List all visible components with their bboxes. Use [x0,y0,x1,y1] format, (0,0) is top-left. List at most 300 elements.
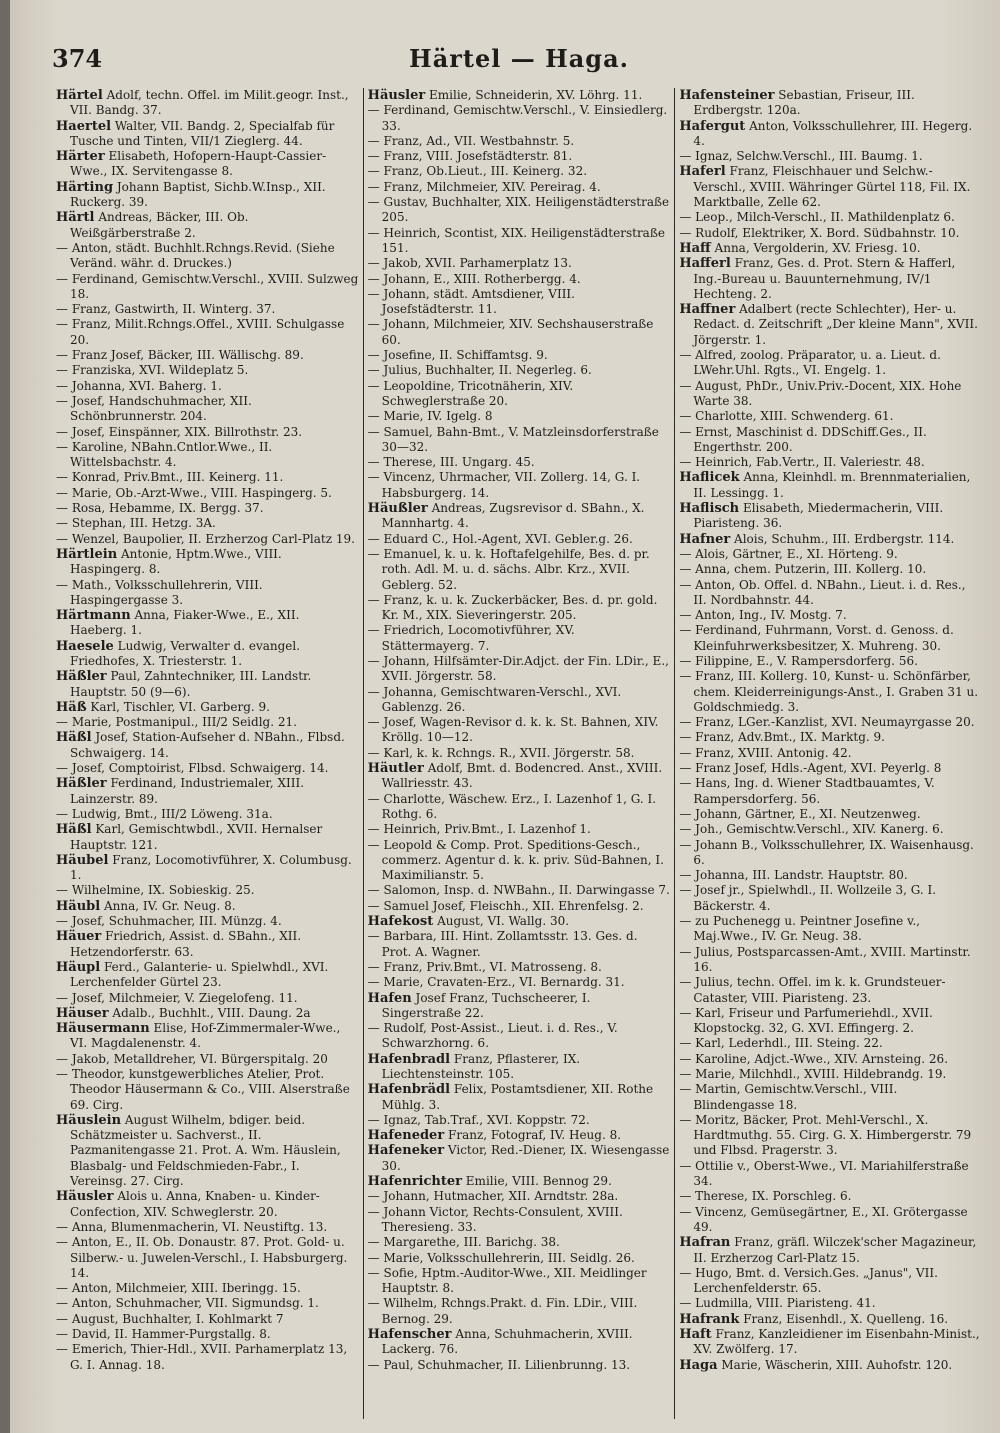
directory-entry [679,975,982,1006]
entry-details: Friedrich, Assist. d. SBahn., XII. Hetzendorferstr. 63. [70,929,305,959]
entry-surname: Hafrank [679,1311,740,1327]
entry-details: — Franziska, XVI. Wildeplatz 5. [56,363,249,378]
entry-details: August Wilhelm, bdiger. beid. Schätzmeister u. Sachverst., II. Pazmanitengasse 21. Prot. A. Wm. Häuslein, Blasbalg- und Feldschmieden-Fabr., I. Vereinsg. 27. Cirg. [70,1112,345,1189]
entry-details: Ferdinand, Industriemaler, XIII. Lainzerstr. 89. [70,776,308,806]
entry-details: — Hugo, Bmt. d. Versich.Ges. „Janus", VII. Lerchenfelderstr. 65. [679,1265,942,1296]
entry-details: Franz, Fotograf, IV. Heug. 8. [444,1128,622,1143]
directory-entry [368,838,671,884]
directory-entry [56,960,359,991]
entry-details: — Gustav, Buchhalter, XIX. Heiligenstädterstraße 205. [367,195,673,225]
entry-details: — Sofie, Hptm.-Auditor-Wwe., XII. Meidlinger Hauptstr. 8. [367,1265,651,1296]
directory-entry [368,623,671,654]
directory-entry [679,822,982,837]
entry-surname: Hafenbrädl [367,1082,451,1098]
entry-details: — Franz, Gastwirth, II. Winterg. 37. [56,302,276,317]
entry-details: — Therese, III. Ungarg. 45. [367,455,535,470]
directory-entry [679,868,982,883]
entry-details: Alois u. Anna, Knaben- u. Kinder-Confection, XIV. Schweglerstr. 20. [70,1189,320,1219]
directory-entry [56,119,359,150]
directory-entry [679,1159,982,1190]
directory-entry [56,470,359,485]
directory-entry [679,1205,982,1236]
directory-entry [56,486,359,501]
entry-details: Franz, Locomotivführer, X. Columbusg. 1. [70,852,356,883]
entry-details: — Josef, Handschuhmacher, XII. Schönbrunnerstr. 204. [56,393,256,424]
entry-surname: Härting [56,179,114,195]
directory-entry [368,88,671,103]
directory-entry [56,929,359,960]
directory-entry [679,562,982,577]
entry-details: Anna, Kleinhdl. m. Brennmaterialien, II. Lessingg. 1. [693,470,975,500]
entry-details: — Josef, Milchmeier, V. Ziegelofeng. 11. [56,990,298,1005]
column-1 [52,88,363,1419]
entry-surname: Häßler [56,669,107,685]
entry-details: Sebastian, Friseur, III. Erdbergstr. 120a. [693,88,919,118]
entry-details: — Stephan, III. Hetzg. 3A. [56,516,216,531]
entry-details: Antonie, Hptm.Wwe., VIII. Haspingerg. 8. [70,546,286,577]
directory-columns [52,88,986,1419]
entry-details: — Filippine, E., V. Rampersdorferg. 56. [679,653,918,668]
entry-details: — Vincenz, Gemüsegärtner, E., XI. Grötergasse 49. [679,1204,972,1234]
directory-entry [56,578,359,609]
entry-details: — Vincenz, Uhrmacher, VII. Zollerg. 14, G. I. Habsburgerg. 14. [367,470,644,500]
entry-details: — Johanna, Gemischtwaren-Verschl., XVI. Gablenzg. 26. [367,684,626,714]
entry-details: — Franz, Adv.Bmt., IX. Marktg. 9. [679,730,885,745]
entry-details: — Salomon, Insp. d. NWBahn., II. Darwingasse 7. [367,883,670,898]
directory-entry [56,1021,359,1052]
entry-details: — Theodor, kunstgewerbliches Atelier, Prot. Theodor Häusermann & Co., VIII. Alserstraße 69. Cirg. [56,1067,354,1112]
directory-entry [368,883,671,898]
directory-entry [56,1113,359,1189]
entry-surname: Hafenbradl [367,1051,451,1067]
entry-surname: Haertel [56,118,112,134]
directory-entry [679,164,982,210]
entry-surname: Häusermann [56,1021,150,1037]
directory-entry [368,363,671,378]
entry-details: — Wilhelmine, IX. Sobieskig. 25. [56,883,255,898]
entry-details: — Ernst, Maschinist d. DDSchiff.Ges., II. Engerthstr. 200. [679,424,931,454]
entry-details: — Anton, Ob. Offel. d. NBahn., Lieut. i. d. Res., II. Nordbahnstr. 44. [679,577,970,607]
entry-surname: Hafran [679,1235,731,1251]
entry-details: — Margarethe, III. Barichg. 38. [367,1235,560,1250]
directory-entry [368,272,671,287]
entry-surname: Hafekost [367,914,434,930]
entry-details: Felix, Postamtsdiener, XII. Rothe Mühlg. 3. [381,1082,657,1112]
directory-entry [679,501,982,532]
entry-surname: Häupl [56,959,101,975]
directory-entry [56,761,359,776]
directory-entry [56,271,363,303]
entry-details: — Karl, Lederhdl., III. Steing. 22. [679,1036,883,1051]
directory-entry [679,1113,982,1159]
entry-details: — August, Buchhalter, I. Kohlmarkt 7 [56,1311,284,1326]
entry-details: Franz, Eisenhdl., X. Quelleng. 16. [739,1311,949,1326]
directory-entry [56,180,359,211]
directory-entry [368,470,671,501]
entry-surname: Haflicek [679,470,740,486]
directory-entry [679,1036,982,1051]
entry-details: — Julius, Buchhalter, II. Negerleg. 6. [367,363,592,378]
entry-details: Andreas, Zugsrevisor d. SBahn., X. Mannhartg. 4. [381,501,649,531]
entry-details: — zu Puchenegg u. Peintner Josefine v., Maj.Wwe., IV. Gr. Neug. 38. [679,914,924,944]
entry-details: Elisabeth, Hofopern-Haupt-Cassier-Wwe., IX. Servitengasse 8. [70,149,327,179]
directory-entry [679,1052,982,1067]
directory-entry [368,134,671,149]
entry-surname: Haesele [56,638,114,654]
entry-details: — Wenzel, Baupolier, II. Erzherzog Carl-Platz 19. [56,531,355,546]
entry-details: — Samuel, Bahn-Bmt., V. Matzleinsdorferstraße 30—32. [367,424,663,454]
directory-entry [679,730,982,745]
entry-details: Adolf, Bmt. d. Bodencred. Anst., XVIII. Wallriesstr. 43. [381,761,667,791]
directory-entry [368,256,671,271]
entry-details: — Franz, LGer.-Kanzlist, XVI. Neumayrgasse 20. [679,715,975,730]
directory-entry [56,302,359,317]
directory-entry [368,409,671,424]
directory-entry [368,379,671,410]
directory-entry [56,1006,359,1021]
directory-entry [679,715,982,730]
entry-surname: Häußler [367,501,428,517]
directory-entry [56,1281,359,1296]
entry-surname: Hafenscher [367,1327,452,1343]
entry-details: — Marie, Volksschullehrerin, III. Seidlg. 26. [367,1250,635,1265]
entry-details: — Ignaz, Tab.Traf., XVI. Koppstr. 72. [367,1112,590,1127]
entry-details: — Charlotte, XIII. Schwenderg. 61. [679,409,894,424]
directory-entry [368,960,671,975]
entry-surname: Hafner [679,531,731,547]
entry-details: — Anna, Blumenmacherin, VI. Neustiftg. 13. [56,1219,328,1234]
entry-surname: Häßl [56,822,92,838]
directory-entry [56,639,359,670]
directory-entry [679,578,982,609]
entry-details: — Johann, Gärtner, E., XI. Neutzenweg. [679,806,921,821]
directory-entry [679,776,982,807]
directory-entry [679,210,982,225]
entry-details: — Julius, Postsparcassen-Amt., XVIII. Martinstr. 16. [679,944,975,974]
directory-entry [679,302,982,348]
directory-entry [368,822,671,837]
entry-details: Franz, Fleischhauer und Selchw.-Verschl., XVIII. Währinger Gürtel 118, Fil. IX. Marktballe, Zelle 62. [693,164,975,210]
directory-entry [368,1174,671,1189]
directory-entry [56,394,359,425]
entry-details: — Therese, IX. Porschleg. 6. [679,1189,852,1204]
directory-entry [368,180,671,195]
directory-entry [679,119,982,150]
directory-entry [368,1082,671,1113]
entry-details: — Marie, Ob.-Arzt-Wwe., VIII. Haspingerg. 5. [56,485,332,500]
entry-details: — Charlotte, Wäschew. Erz., I. Lazenhof 1, G. I. Rothg. 6. [367,791,660,821]
entry-details: — Jakob, XVII. Parhamerplatz 13. [367,256,572,271]
entry-details: — Rudolf, Elektriker, X. Bord. Südbahnstr. 10. [679,225,960,240]
directory-entry [679,1189,982,1204]
entry-details: — Joh., Gemischtw.Verschl., XIV. Kanerg. 6. [679,822,944,837]
entry-surname: Häubel [56,852,109,868]
entry-details: — Leop., Milch-Verschl., II. Mathildenplatz 6. [679,210,955,225]
entry-details: — Konrad, Priv.Bmt., III. Keinerg. 11. [56,470,284,485]
entry-details: — Ignaz, Selchw.Verschl., III. Baumg. 1. [679,149,923,164]
directory-entry [679,241,982,256]
entry-details: — Ferdinand, Fuhrmann, Vorst. d. Genoss. d. Kleinfuhrwerksbesitzer, X. Muhreng. 30. [679,623,958,653]
entry-details: — Martin, Gemischtw.Verschl., VIII. Blindengasse 18. [679,1082,902,1112]
directory-entry [368,1251,671,1266]
directory-entry [56,501,359,516]
directory-entry [368,1266,671,1297]
entry-surname: Hafen [367,990,412,1006]
entry-details: — Alois, Gärtner, E., XI. Hörteng. 9. [679,546,898,561]
entry-details: Alois, Schuhm., III. Erdbergstr. 114. [730,531,955,546]
entry-details: — Franz, XVIII. Antonig. 42. [679,745,852,760]
directory-entry [679,1067,982,1082]
directory-entry [368,761,671,792]
directory-entry [679,425,982,456]
column-2 [363,88,675,1419]
entry-surname: Häubl [56,898,101,914]
entry-details: — Anton, Schuhmacher, VII. Sigmundsg. 1. [56,1296,319,1311]
directory-entry [368,149,671,164]
entry-details: — Marie, Postmanipul., III/2 Seidlg. 21. [56,715,297,730]
directory-entry [679,532,982,547]
entry-details: Ferd., Galanterie- u. Spielwhdl., XVI. Lerchenfelder Gürtel 23. [70,959,333,990]
directory-entry [56,899,359,914]
directory-entry [679,348,982,379]
directory-entry [56,1235,359,1281]
directory-entry [56,440,359,471]
entry-surname: Hafeneker [367,1143,445,1159]
directory-entry [368,1358,671,1373]
entry-details: — Leopold & Comp. Prot. Speditions-Gesch., commerz. Agentur d. k. k. priv. Süd-Bahnen, I. Maximilianstr. 5. [367,837,668,883]
entry-details: — August, PhDr., Univ.Priv.-Docent, XIX. Hohe Warte 38. [679,378,966,408]
directory-entry [368,1296,671,1327]
entry-details: — Heinrich, Scontist, XIX. Heiligenstädterstraße 151. [367,225,669,255]
directory-entry [679,746,982,761]
directory-entry [56,776,359,807]
entry-details: — Johann, Hutmacher, XII. Arndtstr. 28a. [367,1189,619,1204]
directory-entry [368,195,671,226]
directory-entry [679,1327,982,1358]
entry-details: — Samuel Josef, Fleischh., XII. Ehrenfelsg. 2. [367,898,644,913]
entry-details: Anton, Volksschullehrer, III. Hegerg. 4. [693,118,976,148]
directory-entry [56,1342,359,1373]
directory-entry [56,914,359,929]
entry-details: — Anton, Milchmeier, XIII. Iberingg. 15. [56,1281,301,1296]
entry-details: — Josef, Wagen-Revisor d. k. k. St. Bahnen, XIV. Kröllg. 10—12. [367,715,663,745]
directory-entry [679,1312,982,1327]
entry-surname: Hafferl [679,256,731,272]
entry-details: — Franz, VIII. Josefstädterstr. 81. [367,149,573,164]
entry-details: — Johann, Hilfsämter-Dir.Adjct. der Fin. LDir., E., XVII. Jörgerstr. 58. [367,653,673,684]
entry-details: Adolf, techn. Offel. im Milit.geogr. Inst., VII. Bandg. 37. [70,88,353,118]
entry-details: Anna, IV. Gr. Neug. 8. [100,898,236,913]
directory-entry [56,1220,359,1235]
directory-entry [368,287,671,318]
directory-entry [56,317,359,348]
entry-details: Anna, Schuhmacherin, XVIII. Lackerg. 76. [381,1327,637,1357]
directory-entry [368,975,671,990]
entry-details: — Franz Josef, Hdls.-Agent, XVI. Peyerlg. 8 [679,761,942,776]
entry-surname: Härtlein [56,546,118,562]
directory-entry [679,226,982,241]
entry-details: — Moritz, Bäcker, Prot. Mehl-Verschl., X. Hardtmuthg. 55. Cirg. G. X. Himbergerstr. 79 und Flbsd. Pragerstr. 3. [679,1112,975,1158]
directory-entry [679,654,982,669]
directory-entry [56,883,359,898]
directory-entry [368,746,671,761]
entry-details: — Heinrich, Priv.Bmt., I. Lazenhof 1. [367,822,591,837]
entry-details: — Franz, Milchmeier, XIV. Pereirag. 4. [367,179,601,194]
entry-details: — Paul, Schuhmacher, II. Lilienbrunng. 13. [367,1357,631,1372]
entry-surname: Hafensteiner [679,88,775,103]
entry-details: — Karoline, NBahn.Cntlor.Wwe., II. Wittelsbachstr. 4. [56,439,277,470]
entry-details: — Karl, k. k. Rchngs. R., XVII. Jörgerstr. 58. [367,745,635,760]
entry-details: — Josef, Einspänner, XIX. Billrothstr. 23. [56,424,303,439]
directory-entry [56,210,359,241]
entry-surname: Häusler [367,88,426,103]
entry-details: — Karoline, Adjct.-Wwe., XIV. Arnsteing. 26. [679,1051,949,1066]
directory-entry [367,1143,674,1174]
entry-details: — Alfred, zoolog. Präparator, u. a. Lieut. d. LWehr.Uhl. Rgts., VI. Engelg. 1. [679,348,945,378]
directory-entry [368,226,671,257]
directory-entry [368,914,671,929]
entry-details: — Anton, E., II. Ob. Donaustr. 87. Prot. Gold- u. Silberw.- u. Juwelen-Verschl., I. Habsburgerg. 14. [56,1235,352,1280]
entry-details: August, VI. Wallg. 30. [433,914,570,929]
column-3 [674,88,986,1419]
entry-surname: Härtel [56,88,103,103]
entry-details: Josef, Station-Aufseher d. NBahn., Flbsd. Schwaigerg. 14. [70,730,349,760]
entry-details: Adalbert (recte Schlechter), Her- u. Redact. d. Zeitschrift „Der kleine Mann", XVII. Jörgerstr. 1. [693,302,982,347]
directory-entry [679,1006,982,1037]
directory-entry [368,501,671,532]
directory-entry [679,88,982,119]
directory-entry [56,363,359,378]
entry-surname: Häuslein [56,1112,122,1128]
directory-entry [679,1266,982,1297]
entry-details: — Marie, Cravaten-Erz., VI. Bernardg. 31. [367,975,625,990]
directory-entry [679,914,982,945]
entry-details: — Franz, Priv.Bmt., VI. Matrosseng. 8. [367,959,602,974]
entry-details: — Johann, städt. Amtsdiener, VIII. Josefstädterstr. 11. [367,286,579,317]
entry-details: — Barbara, III. Hint. Zollamtsstr. 13. Ges. d. Prot. A. Wagner. [367,929,642,959]
directory-entry [679,409,982,424]
directory-entry [368,792,671,823]
directory-entry [56,715,359,730]
entry-details: Josef Franz, Tuchscheerer, I. Singerstraße 22. [381,990,595,1020]
directory-entry [56,241,359,272]
directory-entry [368,715,671,746]
directory-entry [56,669,359,700]
directory-entry [368,547,671,593]
directory-entry [679,149,982,164]
directory-entry [368,455,671,470]
directory-entry [56,532,359,547]
entry-surname: Haff [679,240,711,256]
entry-details: Franz, Ges. d. Prot. Stern & Hafferl, Ing.-Bureau u. Bauunternehmung, IV/1 Hechteng. 2. [693,256,960,301]
directory-entry [368,164,671,179]
entry-details: Karl, Gemischtwbdl., XVII. Hernalser Hauptstr. 121. [70,822,327,852]
directory-entry [368,929,671,960]
directory-entry [368,425,671,456]
entry-details: — Karl, Friseur und Parfumeriehdl., XVII. Klopstockg. 32, G. XVI. Effingerg. 2. [679,1005,937,1036]
directory-entry [368,1235,671,1250]
entry-details: — Eduard C., Hol.-Agent, XVI. Gebler.g. 26. [367,531,633,546]
entry-details: — Franz Josef, Bäcker, III. Wällischg. 89. [56,348,304,363]
directory-entry [679,838,982,869]
page-edge [0,0,10,1433]
entry-surname: Haft [679,1327,712,1343]
directory-entry [368,317,671,348]
directory-entry [56,822,359,853]
directory-entry [679,1296,982,1311]
directory-entry [368,654,671,685]
page-header [52,44,986,84]
entry-details: — Josef, Schuhmacher, III. Münzg. 4. [56,914,282,929]
entry-details: — Rosa, Hebamme, IX. Bergg. 37. [56,501,264,516]
entry-surname: Haferl [679,164,726,180]
entry-details: — Ferdinand, Gemischtw.Verschl., XVIII. Sulzweg 18. [56,271,363,301]
entry-details: — Emanuel, k. u. k. Hoftafelgehilfe, Bes. d. pr. roth. Adl. M. u. d. sächs. Albr. Krz., XVII. Geblerg. 52. [367,546,654,592]
entry-details: Elise, Hof-Zimmermaler-Wwe., VI. Magdalenenstr. 4. [70,1021,345,1051]
entry-details: Karl, Tischler, VI. Garberg. 9. [86,699,270,714]
entry-details: — Ottilie v., Oberst-Wwe., VI. Mariahilferstraße 34. [679,1158,973,1189]
entry-details: Paul, Zahntechniker, III. Landstr. Hauptstr. 50 (9—6). [70,669,316,699]
directory-entry [368,1052,671,1083]
directory-entry [56,1312,359,1327]
entry-details: — Jakob, Metalldreher, VI. Bürgerspitalg. 20 [56,1051,328,1066]
entry-details: — Johann, Milchmeier, XIV. Sechshauserstraße 60. [367,317,658,347]
directory-entry [679,547,982,562]
entry-surname: Häßler [56,776,107,792]
directory-entry [56,807,359,822]
entry-surname: Hafenrichter [367,1174,462,1190]
entry-surname: Häß [56,699,87,715]
entry-details: Adalb., Buchhlt., VIII. Daung. 2a [108,1005,311,1020]
entry-details: — Emerich, Thier-Hdl., XVII. Parhamerplatz 13, G. I. Annag. 18. [56,1342,351,1372]
directory-entry [56,700,359,715]
entry-surname: Häßl [56,730,92,746]
directory-entry [679,470,982,501]
entry-details: — Rudolf, Post-Assist., Lieut. i. d. Res., V. Schwarzhorng. 6. [367,1021,622,1051]
entry-surname: Häuer [56,929,102,945]
directory-entry [679,256,982,302]
entry-details: Walter, VII. Bandg. 2, Specialfab für Tusche und Tinten, VII/1 Zieglerg. 44. [70,118,339,148]
directory-entry [679,883,982,914]
directory-entry [56,379,359,394]
directory-entry [56,547,359,578]
directory-entry [56,1327,359,1342]
entry-details: — Julius, techn. Offel. im k. k. Grundsteuer-Cataster, VIII. Piaristeng. 23. [679,975,946,1005]
directory-entry [679,623,982,654]
entry-details: — Math., Volksschullehrerin, VIII. Haspingergasse 3. [56,577,267,607]
directory-entry [368,1327,671,1358]
directory-entry [679,1082,982,1113]
entry-details: — Franz, Ad., VII. Westbahnstr. 5. [367,133,575,148]
entry-details: — Franz, III. Kollerg. 10, Kunst- u. Schönfärber, chem. Kleiderreinigungs-Anst., I. Graben 31 u. Goldschmiedg. 3. [679,669,982,714]
page-number: 374 [52,44,103,73]
directory-entry [679,761,982,776]
entry-details: Elisabeth, Miedermacherin, VIII. Piaristeng. 36. [693,501,947,531]
entry-details: — Franz, k. u. k. Zuckerbäcker, Bes. d. pr. gold. Kr. M., XIX. Sieveringerstr. 205. [367,592,662,623]
directory-entry [56,730,359,761]
entry-details: Anna, Fiaker-Wwe., E., XII. Haeberg. 1. [70,608,304,638]
entry-surname: Hafeneder [367,1128,445,1144]
entry-details: Ludwig, Verwalter d. evangel. Friedhofes, X. Triesterstr. 1. [70,638,304,668]
directory-entry [679,669,982,715]
entry-details: — Anton, städt. Buchhlt.Rchngs.Revid. (Siehe Veränd. währ. d. Druckes.) [56,240,339,271]
entry-surname: Haflisch [679,501,740,517]
entry-details: — Marie, IV. Igelg. 8 [367,409,493,424]
directory-entry [679,1235,982,1266]
directory-entry [56,1296,359,1311]
entry-surname: Haffner [679,302,736,318]
directory-entry [368,1021,671,1052]
